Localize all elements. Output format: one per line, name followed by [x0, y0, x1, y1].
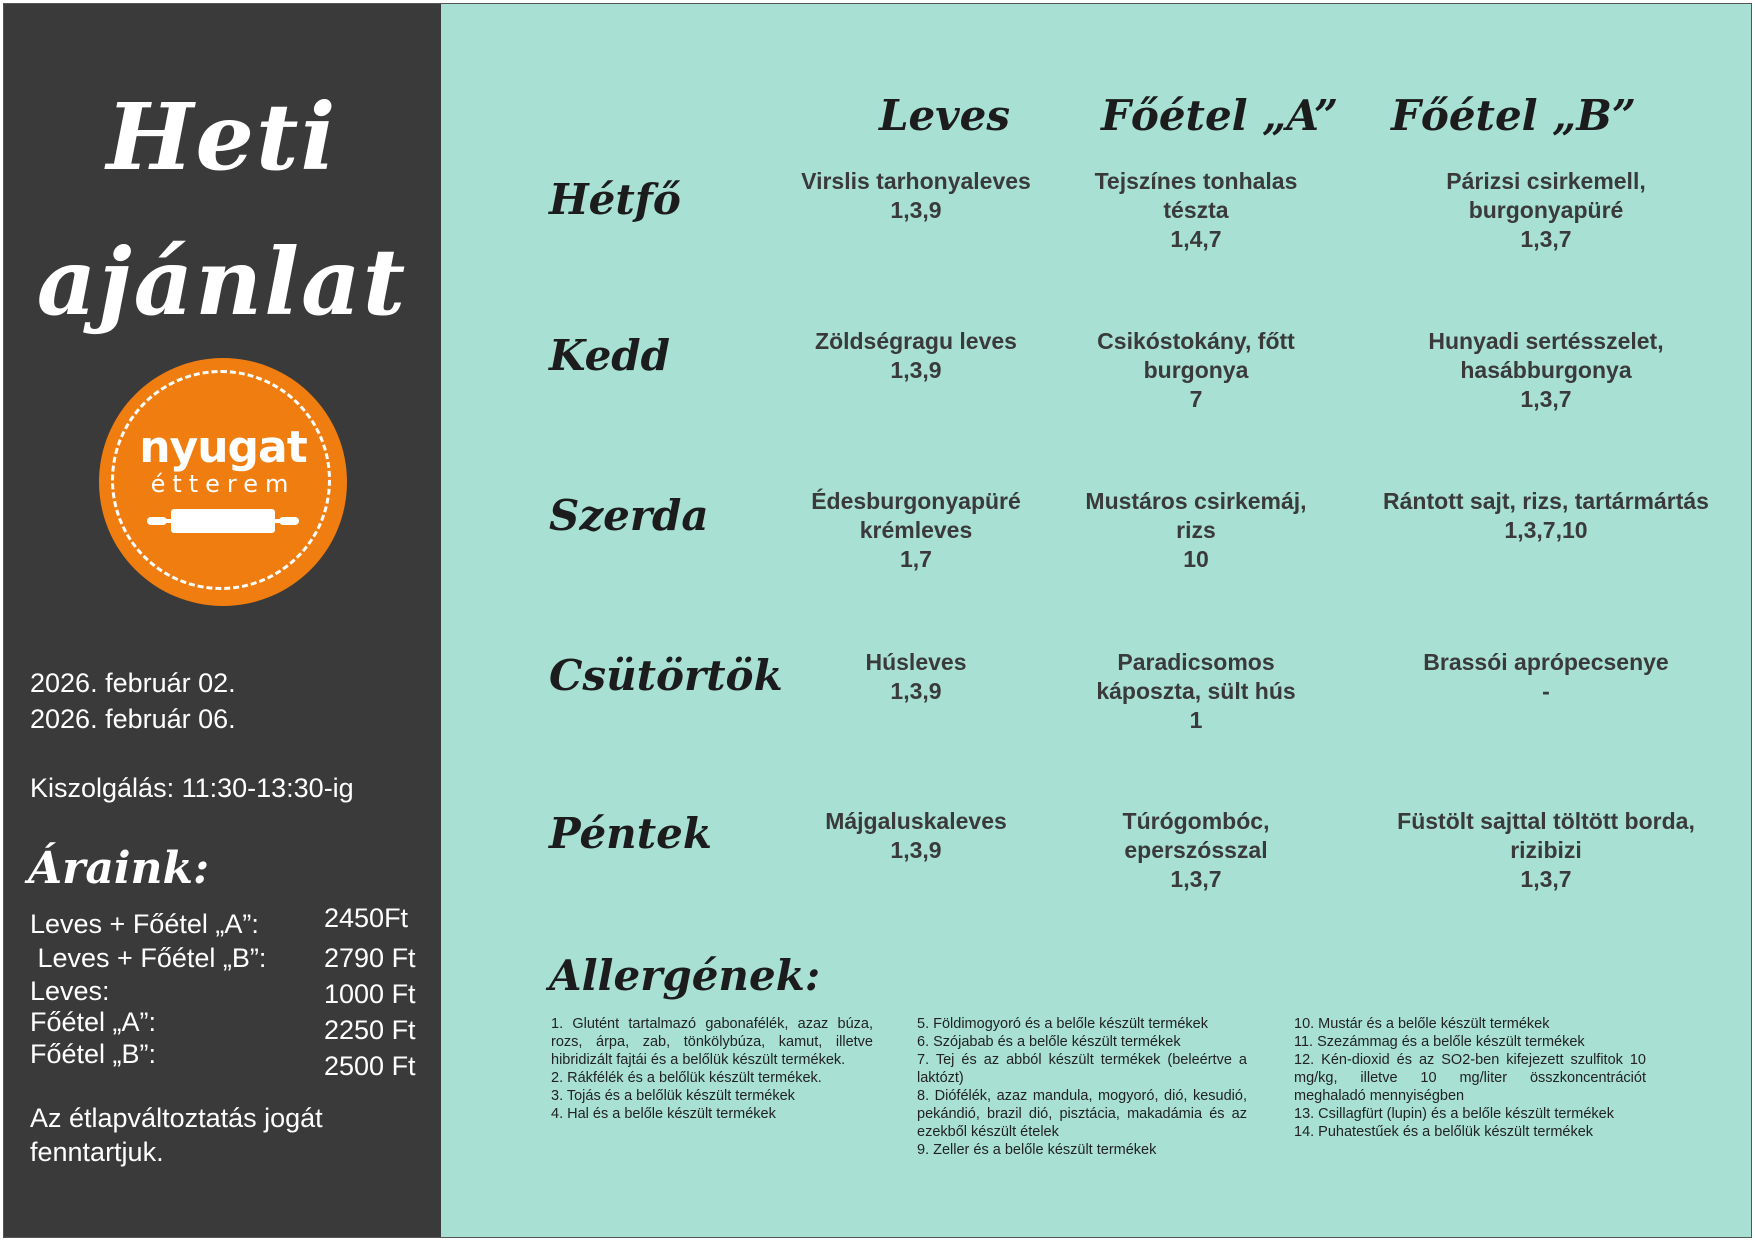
dish-text: Édesburgonyapüré — [811, 488, 1021, 514]
dish-text: rizibizi — [1510, 837, 1582, 863]
allergen-item: 10. Mustár és a belőle készült termékek — [1294, 1016, 1550, 1032]
day-label-tuesday: Kedd — [549, 331, 671, 380]
allergen-codes: 1,3,7,10 — [1504, 517, 1588, 543]
date-from: 2026. február 02. — [30, 668, 236, 698]
dish-text: Párizsi csirkemell, — [1446, 168, 1646, 194]
allergen-codes: 1,3,7 — [1520, 866, 1572, 892]
date-to: 2026. február 06. — [30, 704, 236, 734]
allergen-item: 7. Tej és az abból készült termékek (beleértve a laktózt) — [917, 1052, 1247, 1086]
dish-text: rizs — [1176, 517, 1216, 543]
page-title-line1: Heti — [106, 83, 338, 191]
column-header-soup: Leves — [879, 91, 1011, 140]
price-value: 1000 Ft — [324, 979, 416, 1009]
logo-word-etterem: étterem — [150, 470, 296, 498]
dish-text: burgonya — [1143, 357, 1249, 383]
allergen-codes: 1,3,9 — [890, 357, 942, 383]
price-label: Főétel „B”: — [30, 1039, 157, 1069]
service-hours: Kiszolgálás: 11:30-13:30-ig — [30, 773, 354, 803]
price-value: 2790 Ft — [324, 943, 416, 973]
dish-text: Hunyadi sertésszelet, — [1428, 328, 1664, 354]
dish-text: tészta — [1163, 197, 1229, 223]
dish-text: Virslis tarhonyaleves — [801, 168, 1031, 194]
dish-text: káposzta, sült hús — [1096, 678, 1296, 704]
allergen-codes: - — [1542, 678, 1550, 704]
allergen-item: 4. Hal és a belőle készült termékek — [551, 1106, 776, 1122]
allergen-item: 5. Földimogyoró és a belőle készült termékek — [917, 1016, 1208, 1032]
disclaimer-note: Az étlapváltoztatás jogát fenntartjuk. — [30, 1103, 323, 1167]
dish-text: Rántott sajt, rizs, tartármártás — [1383, 488, 1709, 514]
allergen-codes: 7 — [1189, 386, 1203, 412]
allergens-heading: Allergének: — [549, 951, 821, 1000]
day-label-wednesday: Szerda — [549, 491, 709, 540]
dish-text: krémleves — [859, 517, 973, 543]
allergen-item: 9. Zeller és a belőle készült termékek — [917, 1142, 1157, 1158]
price-label: Főétel „A”: — [30, 1007, 157, 1037]
dish-text: Tejszínes tonhalas — [1094, 168, 1298, 194]
allergen-item: 1. Glutént tartalmazó gabonafélék, azaz búza, rozs, árpa, zab, tönkölybúza, kamut, illetve hibridizált fajtái és a belőlük készült termékek. — [551, 1016, 873, 1068]
dish-text: Zöldségragu leves — [815, 328, 1017, 354]
price-value: 2500 Ft — [324, 1051, 416, 1081]
price-label: Leves + Főétel „B”: — [30, 943, 267, 973]
day-label-thursday: Csütörtök — [549, 651, 783, 700]
dish-text: Húsleves — [865, 649, 967, 675]
logo-word-nyugat: nyugat — [139, 422, 307, 473]
allergen-codes: 1,3,9 — [890, 837, 942, 863]
dish-text: Túrógombóc, — [1122, 808, 1270, 834]
day-label-friday: Péntek — [549, 809, 712, 858]
page-border — [3, 3, 1752, 1238]
allergen-codes: 10 — [1183, 546, 1209, 572]
price-value: 2450Ft — [324, 903, 409, 933]
allergen-codes: 1,3,7 — [1170, 866, 1222, 892]
allergen-item: 8. Diófélék, azaz mandula, mogyoró, dió, kesudió, pekándió, brazil dió, pisztácia, makadámia és az ezekből készült ételek — [917, 1088, 1247, 1140]
allergen-item: 14. Puhatestűek és a belőlük készült termékek — [1294, 1124, 1594, 1140]
allergen-item: 12. Kén-dioxid és az SO2-ben kifejezett szulfitok 10 mg/kg, illetve 10 mg/liter összkoncentrációt meghaladó mennyiségben — [1294, 1052, 1646, 1104]
dish-text: Csikóstokány, főtt — [1097, 328, 1295, 354]
dish-text: hasábburgonya — [1460, 357, 1632, 383]
dish-text: eperszósszal — [1124, 837, 1268, 863]
dish-text: Brassói aprópecsenye — [1423, 649, 1669, 675]
dish-text: burgonyapüré — [1468, 197, 1624, 223]
allergen-item: 3. Tojás és a belőlük készült termékek — [551, 1088, 795, 1104]
dish-text: Paradicsomos — [1117, 649, 1275, 675]
page-title-line2: ajánlat — [36, 228, 408, 336]
allergen-item: 11. Szezámmag és a belőle készült termékek — [1294, 1034, 1585, 1050]
allergen-item: 13. Csillagfürt (lupin) és a belőle készült termékek — [1294, 1106, 1614, 1122]
allergen-codes: 1 — [1189, 707, 1203, 733]
allergen-codes: 1,3,7 — [1520, 386, 1572, 412]
dish-text: Májgaluskaleves — [825, 808, 1007, 834]
day-label-monday: Hétfő — [549, 175, 681, 224]
dish-text: Füstölt sajttal töltött borda, — [1397, 808, 1695, 834]
dish-text: Mustáros csirkemáj, — [1085, 488, 1307, 514]
prices-heading: Áraink: — [28, 843, 210, 894]
allergen-codes: 1,3,9 — [890, 678, 942, 704]
price-label: Leves: — [30, 976, 110, 1006]
allergen-codes: 1,3,7 — [1520, 226, 1572, 252]
allergen-codes: 1,7 — [900, 546, 932, 572]
column-header-main-b: Főétel „B” — [1391, 91, 1637, 140]
allergen-codes: 1,4,7 — [1170, 226, 1222, 252]
price-value: 2250 Ft — [324, 1015, 416, 1045]
allergen-item: 6. Szójabab és a belőle készült termékek — [917, 1034, 1181, 1050]
column-header-main-a: Főétel „A” — [1101, 91, 1339, 140]
allergen-codes: 1,3,9 — [890, 197, 942, 223]
allergen-item: 2. Rákfélék és a belőlük készült termékek. — [551, 1070, 822, 1086]
price-label: Leves + Főétel „A”: — [30, 909, 259, 939]
